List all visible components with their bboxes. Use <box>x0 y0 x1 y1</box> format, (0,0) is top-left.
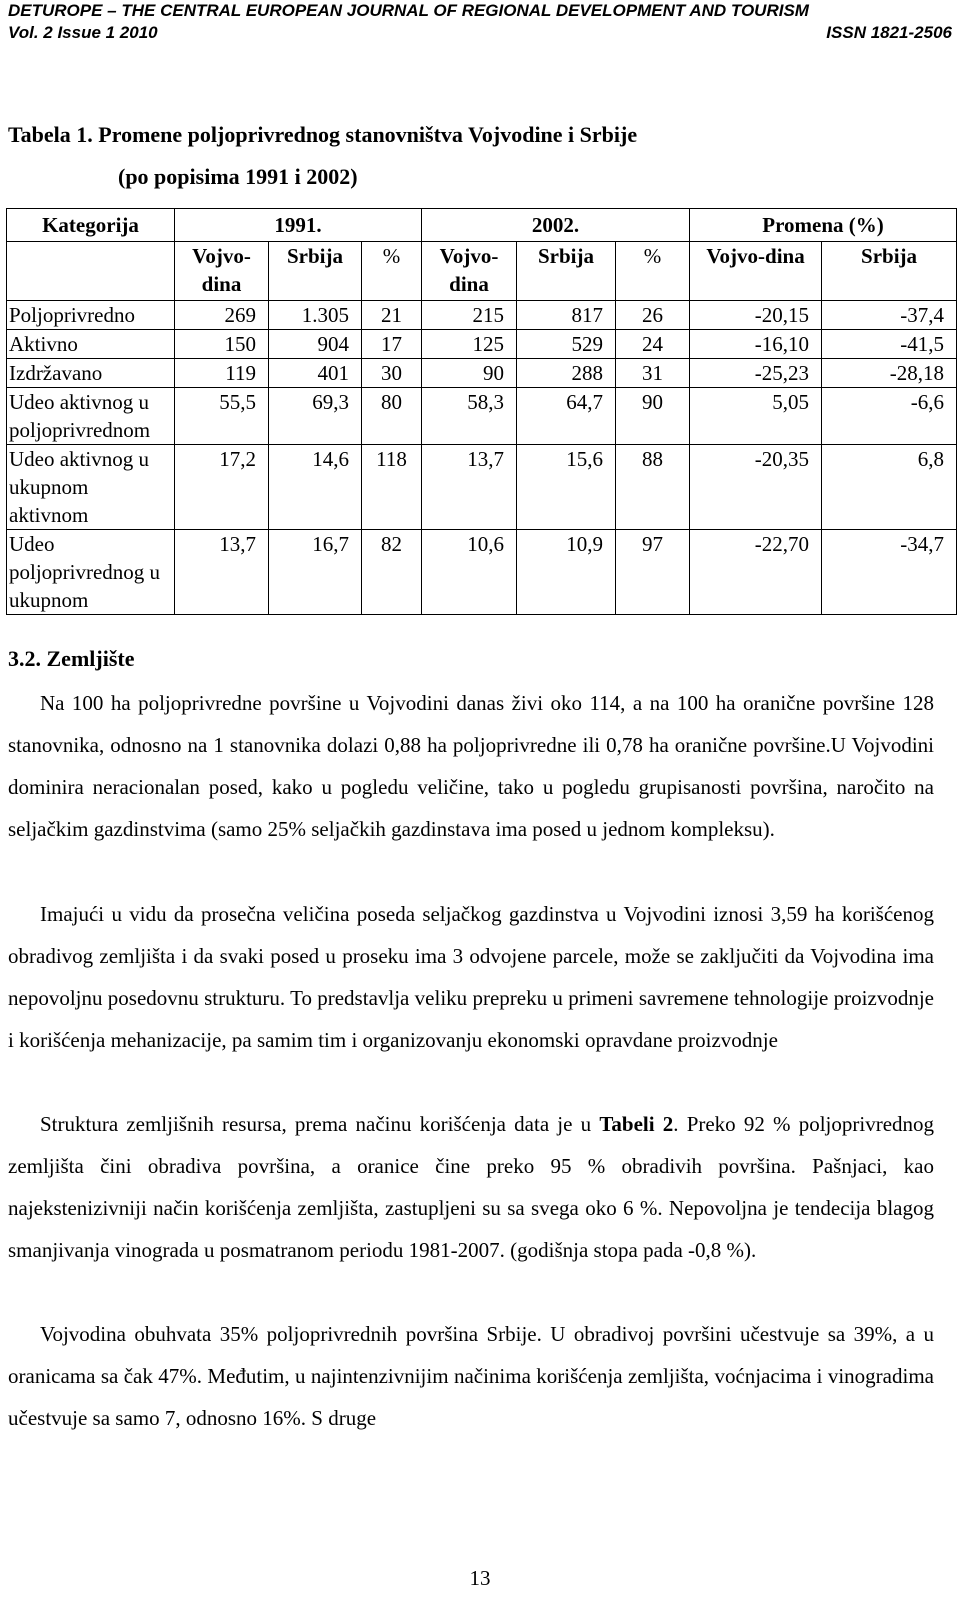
table-cell: 17,2 <box>175 445 269 530</box>
journal-title: DETUROPE – THE CENTRAL EUROPEAN JOURNAL OF REGIONAL DEVELOPMENT AND TOURISM <box>8 1 809 20</box>
table-cell: 10,9 <box>517 530 616 615</box>
table-cell: -37,4 <box>822 301 957 330</box>
table-cell: 88 <box>616 445 690 530</box>
table-row <box>7 445 957 530</box>
paragraph-text: Struktura zemljišnih resursa, prema načinu korišćenja data je u <box>40 1112 600 1136</box>
table-cell: 82 <box>362 530 422 615</box>
header-cell: 2002. <box>422 209 690 242</box>
row-label: Aktivno <box>7 330 175 359</box>
journal-meta <box>8 22 952 44</box>
table-cell: 90 <box>422 359 517 388</box>
table-cell: 10,6 <box>422 530 517 615</box>
table-cell: 13,7 <box>175 530 269 615</box>
table-cell: 55,5 <box>175 388 269 445</box>
table-cell: 288 <box>517 359 616 388</box>
table-cell: 64,7 <box>517 388 616 445</box>
table-cell: 817 <box>517 301 616 330</box>
table-cell: 14,6 <box>269 445 362 530</box>
header-cell: Srbija <box>822 242 957 301</box>
population-table <box>6 208 957 615</box>
table-cell: 97 <box>616 530 690 615</box>
table-cell: 215 <box>422 301 517 330</box>
table-cell: 6,8 <box>822 445 957 530</box>
table-cell: 80 <box>362 388 422 445</box>
table-cell: 90 <box>616 388 690 445</box>
table-cell: 17 <box>362 330 422 359</box>
header-cell: Vojvo-dina <box>175 242 269 301</box>
table-cell: -25,23 <box>690 359 822 388</box>
table-cell: 30 <box>362 359 422 388</box>
page-number: 13 <box>469 1566 491 1590</box>
table-header-row <box>7 209 957 242</box>
paragraph <box>8 1103 934 1271</box>
section-heading: 3.2. Zemljište <box>8 646 135 671</box>
header-cell <box>7 242 175 301</box>
table-cell: 529 <box>517 330 616 359</box>
table-cell: 1.305 <box>269 301 362 330</box>
table-row <box>7 301 957 330</box>
table-caption: Tabela 1. Promene poljoprivrednog stanovništva Vojvodine i Srbije <box>8 122 638 147</box>
table-cell: 150 <box>175 330 269 359</box>
table-row <box>7 359 957 388</box>
paragraph: Na 100 ha poljoprivredne površine u Vojvodini danas živi oko 114, a na 100 ha oranične površine 128 stanovnika, odnosno na 1 stanovnika dolazi 0,88 ha poljoprivredne ili 0,78 ha oranične površine.U Vojvodini dominira neracionalan posed, kako u pogledu veličine, tako u pogledu grupisanosti površina, naročito na seljačkim gazdinstvima (samo 25% seljačkih gazdinstava ima posed u jednom kompleksu). <box>8 691 934 841</box>
table-cell: 26 <box>616 301 690 330</box>
issn: ISSN 1821-2506 <box>826 23 952 42</box>
table-cell: 125 <box>422 330 517 359</box>
table-body <box>7 301 957 615</box>
table-cell: 21 <box>362 301 422 330</box>
table-cell: 13,7 <box>422 445 517 530</box>
table-row <box>7 530 957 615</box>
row-label: Udeo aktivnog u ukupnom aktivnom <box>7 445 175 530</box>
table-cell: 118 <box>362 445 422 530</box>
table-row <box>7 330 957 359</box>
table-cell: 58,3 <box>422 388 517 445</box>
table-cell: 16,7 <box>269 530 362 615</box>
table-cell: 31 <box>616 359 690 388</box>
row-label: Udeo poljoprivrednog u ukupnom <box>7 530 175 615</box>
table-cell: -16,10 <box>690 330 822 359</box>
header-cell: % <box>616 242 690 301</box>
table-cell: 69,3 <box>269 388 362 445</box>
row-label: Poljoprivredno <box>7 301 175 330</box>
paragraph: Vojvodina obuhvata 35% poljoprivrednih površina Srbije. U obradivoj površini učestvuje sa 39%, a u oranicama sa čak 47%. Međutim, u najintenzivnijim načinima korišćenja zemljišta, voćnjacima i vinogradima učestvuje sa samo 7, odnosno 16%. S druge <box>8 1322 934 1430</box>
table-cell: -28,18 <box>822 359 957 388</box>
table-cell: 401 <box>269 359 362 388</box>
table-cell: -6,6 <box>822 388 957 445</box>
table-cell: -20,15 <box>690 301 822 330</box>
volume-issue: Vol. 2 Issue 1 2010 <box>8 23 158 42</box>
paragraph-text: . Preko 92 % poljoprivrednog zemljišta čini obradiva površina, a oranice čine preko 95 % obradivih površina. Pašnjaci, kao najekstenizivniji način korišćenja zemljišta, zastupljeni su sa svega oko 6 %. Nepovoljna je tendecija blagog smanjivanja vinograda u posmatranom periodu 1981-2007. (godišnja stopa pada -0,8 %). <box>8 1112 935 1262</box>
table-cell: 24 <box>616 330 690 359</box>
header-cell: Promena (%) <box>690 209 957 242</box>
header-cell: Vojvo-dina <box>422 242 517 301</box>
table-cell: -34,7 <box>822 530 957 615</box>
paragraph: Imajući u vidu da prosečna veličina poseda seljačkog gazdinstva u Vojvodini iznosi 3,59 ha korišćenog obradivog zemljišta i da svaki posed u proseku ima 3 odvojene parcele, može se zaključiti da Vojvodina ima nepovoljnu posedovnu strukturu. To predstavlja veliku prepreku u primeni savremene tehnologije proizvodnje i korišćenja mehanizacije, pa samim tim i organizovanju ekonomski opravdane proizvodnje <box>8 902 934 1052</box>
table-cell: 119 <box>175 359 269 388</box>
table-reference: Tabeli 2 <box>599 1112 674 1136</box>
table-subcaption: (po popisima 1991 i 2002) <box>118 164 358 189</box>
table-cell: -41,5 <box>822 330 957 359</box>
table-cell: 5,05 <box>690 388 822 445</box>
header-cell: Vojvo-dina <box>690 242 822 301</box>
header-cell: Kategorija <box>7 209 175 242</box>
header-cell: % <box>362 242 422 301</box>
table-cell: -20,35 <box>690 445 822 530</box>
table-subheader-row <box>7 242 957 301</box>
table-cell: -22,70 <box>690 530 822 615</box>
table-cell: 904 <box>269 330 362 359</box>
header-cell: Srbija <box>269 242 362 301</box>
row-label: Udeo aktivnog u poljoprivrednom <box>7 388 175 445</box>
header-cell: Srbija <box>517 242 616 301</box>
table-cell: 15,6 <box>517 445 616 530</box>
table-cell: 269 <box>175 301 269 330</box>
table-row <box>7 388 957 445</box>
header-cell: 1991. <box>175 209 422 242</box>
row-label: Izdržavano <box>7 359 175 388</box>
